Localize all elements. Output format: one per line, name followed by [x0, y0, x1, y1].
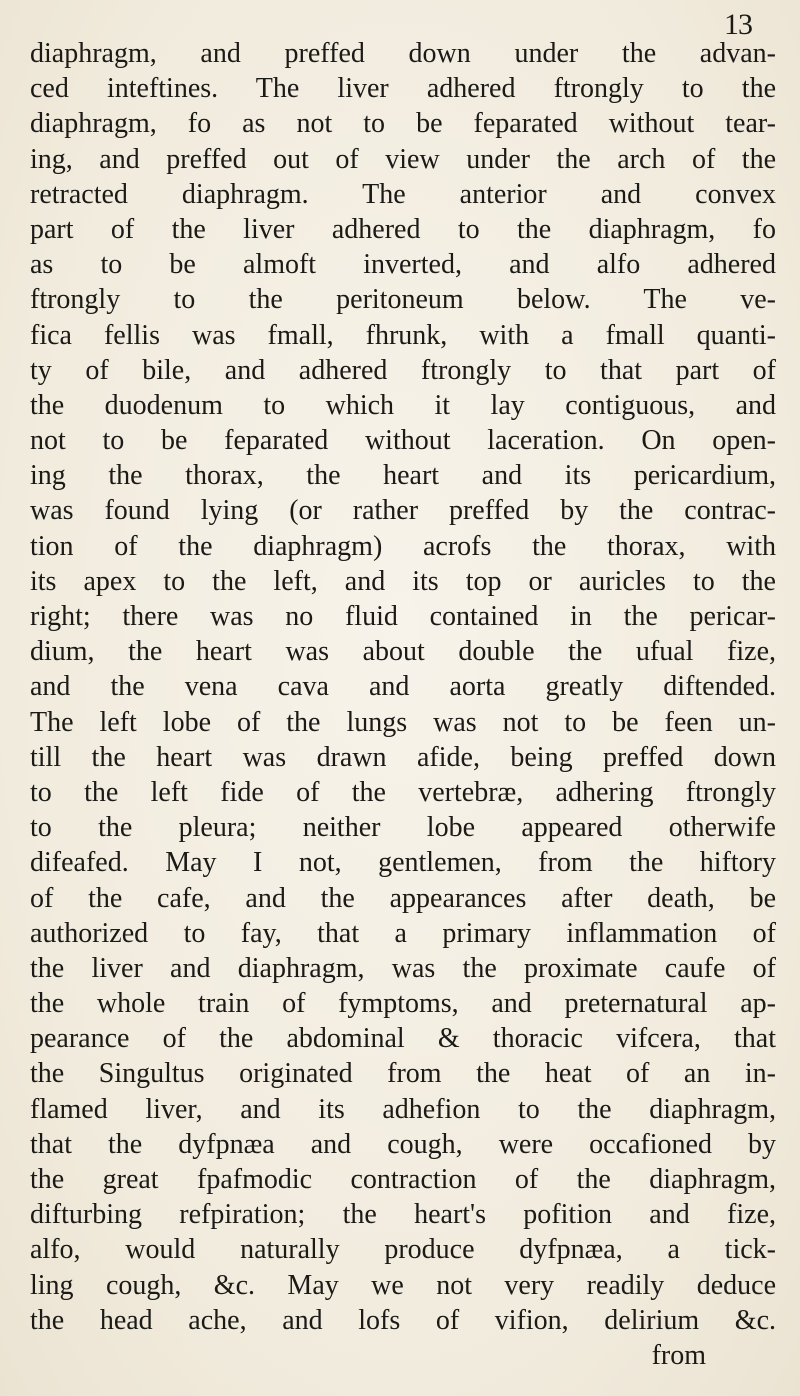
- text-line: authorized to fay, that a primary inflammation of: [30, 917, 776, 949]
- text-line: its apex to the left, and its top or auricles to the: [30, 565, 776, 597]
- text-line: right; there was no fluid contained in the pericar-: [30, 601, 776, 632]
- text-line: the Singultus originated from the heat of an in-: [30, 1058, 776, 1090]
- text-line: fica fellis was fmall, fhrunk, with a fmall quanti-: [30, 319, 776, 351]
- text-line: ftrongly to the peritoneum below. The ve-: [30, 284, 776, 316]
- text-line: difeafed. May I not, gentlemen, from the hiftory: [30, 847, 776, 879]
- text-line: the great fpafmodic contraction of the diaphragm,: [30, 1164, 776, 1195]
- text-line: diaphragm, and preffed down under the advan-: [30, 38, 776, 69]
- text-line: diaphragm, fo as not to be feparated without tear-: [30, 108, 776, 140]
- text-line: as to be almoft inverted, and alfo adhered: [30, 249, 776, 281]
- text-line: flamed liver, and its adhefion to the diaphragm,: [30, 1093, 776, 1125]
- text-line: to the pleura; neither lobe appeared otherwife: [30, 812, 776, 844]
- text-line: dium, the heart was about double the ufual fize,: [30, 636, 776, 668]
- text-line: tion of the diaphragm) acrofs the thorax, with: [30, 530, 776, 562]
- text-line: ing the thorax, the heart and its pericardium,: [30, 460, 776, 492]
- text-line: of the cafe, and the appearances after death, be: [30, 882, 776, 914]
- page-number: 13: [724, 8, 752, 41]
- text-line: to the left fide of the vertebræ, adhering ftrongly: [30, 776, 776, 808]
- text-line: ling cough, &c. May we not very readily deduce: [30, 1269, 776, 1301]
- text-line: and the vena cava and aorta greatly diftended.: [30, 671, 776, 703]
- catchword: from: [651, 1339, 706, 1371]
- text-line: till the heart was drawn afide, being preffed down: [30, 741, 776, 773]
- text-line: pearance of the abdominal & thoracic vifcera, that: [30, 1023, 776, 1055]
- text-line: the head ache, and lofs of vifion, delirium &c.: [30, 1304, 776, 1336]
- text-line: the whole train of fymptoms, and preternatural ap-: [30, 988, 776, 1020]
- text-line: difturbing refpiration; the heart's pofition and fize,: [30, 1199, 776, 1231]
- text-line: part of the liver adhered to the diaphragm, fo: [30, 213, 776, 245]
- text-line: the duodenum to which it lay contiguous, and: [30, 389, 776, 421]
- text-line: ing, and preffed out of view under the arch of the: [30, 143, 776, 175]
- text-line: ced inteftines. The liver adhered ftrongly to the: [30, 73, 776, 105]
- text-line: retracted diaphragm. The anterior and convex: [30, 178, 776, 210]
- text-line: the liver and diaphragm, was the proximate caufe of: [30, 952, 776, 984]
- text-line: was found lying (or rather preffed by the contrac-: [30, 495, 776, 527]
- text-line: that the dyfpnæa and cough, were occafioned by: [30, 1128, 776, 1160]
- body-text: [30, 36, 776, 1373]
- text-line: The left lobe of the lungs was not to be feen un-: [30, 706, 776, 738]
- text-line: ty of bile, and adhered ftrongly to that part of: [30, 354, 776, 386]
- text-line: not to be feparated without laceration. On open-: [30, 425, 776, 457]
- text-line: alfo, would naturally produce dyfpnæa, a tick-: [30, 1234, 776, 1266]
